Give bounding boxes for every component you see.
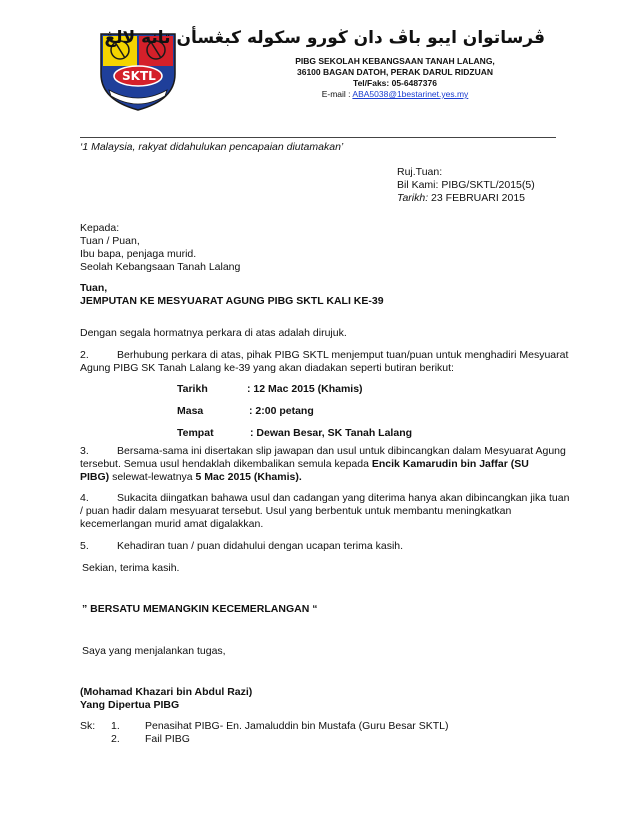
paragraph-5-text: Kehadiran tuan / puan didahului dengan ucapan terima kasih. [117, 540, 404, 552]
detail-value-masa: : 2:00 petang [249, 405, 314, 417]
header-divider [80, 137, 556, 138]
motto: ‘1 Malaysia, rakyat didahulukan pencapaian diutamakan’ [80, 141, 344, 153]
slogan: ” BERSATU MEMANGKIN KECEMERLANGAN “ [82, 603, 318, 615]
paragraph-2-number: 2. [80, 349, 89, 361]
paragraph-5-number: 5. [80, 540, 89, 552]
paragraph-3-line-2 [80, 458, 529, 472]
jawi-title: ڤرساتوان ايبو باڤ دان ڬورو سکوله کبڠسأن تانه لالڠ [104, 28, 545, 48]
cc-item-1-text: Penasihat PIBG- En. Jamaluddin bin Mustafa (Guru Besar SKTL) [145, 720, 449, 732]
subject-line: JEMPUTAN KE MESYUARAT AGUNG PIBG SKTL KALI KE-39 [80, 295, 384, 307]
signer-name: (Mohamad Khazari bin Abdul Razi) [80, 686, 253, 698]
paragraph-4-line-2: / puan hadir dalam mesyuarat tersebut. Usul yang berbentuk untuk membantu meningkatkan [80, 505, 512, 517]
paragraph-1: Dengan segala hormatnya perkara di atas adalah dirujuk. [80, 327, 347, 339]
salutation: Tuan, [80, 282, 108, 294]
cc-item-2-number: 2. [111, 733, 120, 745]
p3-contact-name: Encik Kamarudin bin Jaffar (SU [371, 458, 529, 470]
header-line-1: PIBG SEKOLAH KEBANGSAAN TANAH LALANG, [295, 56, 495, 66]
recipient-line-2: Ibu bapa, penjaga murid. [80, 248, 197, 260]
p3-deadline: 5 Mac 2015 (Khamis). [195, 471, 302, 483]
detail-label-masa: Masa [177, 405, 204, 417]
header-line-2: 36100 BAGAN DATOH, PERAK DARUL RIDZUAN [297, 67, 493, 77]
ref-ruj: Ruj.Tuan: [397, 166, 443, 178]
detail-label-tempat: Tempat [177, 427, 214, 439]
email-label: E-mail : [321, 89, 353, 99]
email-line [250, 89, 540, 99]
ref-bil: Bil Kami: PIBG/SKTL/2015(5) [397, 179, 535, 191]
paragraph-3-line-1: Bersama-sama ini disertakan slip jawapan dan usul untuk dibincangkan dalam Mesyuarat Agung [117, 445, 566, 457]
cc-item-2-text: Fail PIBG [145, 733, 190, 745]
paragraph-2-line-1: Berhubung perkara di atas, pihak PIBG SKTL menjemput tuan/puan untuk menghadiri Mesyuarat [117, 349, 569, 361]
recipient-line-3: Seolah Kebangsaan Tanah Lalang [80, 261, 241, 273]
paragraph-4-line-1: Sukacita diingatkan bahawa usul dan cadangan yang diterima hanya akan dibincangkan jika tuan [117, 492, 570, 504]
tarikh-value: 23 FEBRUARI 2015 [428, 192, 526, 204]
signer-title: Yang Dipertua PIBG [80, 699, 180, 711]
closing: Sekian, terima kasih. [82, 562, 180, 574]
header-line-3: Tel/Faks: 05-6487376 [353, 78, 437, 88]
cc-label: Sk: [80, 720, 96, 732]
p3-contact-role: PIBG) [80, 471, 110, 483]
detail-label-tarikh: Tarikh [177, 383, 208, 395]
cc-item-1-number: 1. [111, 720, 120, 732]
paragraph-3-line-3 [80, 471, 302, 485]
paragraph-3-number: 3. [80, 445, 89, 457]
recipient-kepada: Kepada: [80, 222, 120, 234]
detail-value-tarikh: : 12 Mac 2015 (Khamis) [247, 383, 363, 395]
email-link[interactable]: ABA5038@1bestarinet.yes.my [352, 89, 469, 99]
p3-line-2-text: tersebut. Semua usul hendaklah dikembalikan semula kepada [80, 458, 372, 470]
detail-value-tempat: : Dewan Besar, SK Tanah Lalang [250, 427, 413, 439]
paragraph-2-line-2: Agung PIBG SK Tanah Lalang ke-39 yang akan diadakan seperti butiran berikut: [80, 362, 454, 374]
p3-line-3-text: selewat-lewatnya [109, 471, 196, 483]
recipient-line-1: Tuan / Puan, [80, 235, 140, 247]
logo-text: SKTL [122, 69, 156, 83]
paragraph-4-line-3: kecemerlangan murid amat digalakkan. [80, 518, 264, 530]
paragraph-4-number: 4. [80, 492, 89, 504]
ref-tarikh [397, 192, 525, 206]
tarikh-label: Tarikh: [397, 192, 429, 204]
signoff: Saya yang menjalankan tugas, [82, 645, 226, 657]
